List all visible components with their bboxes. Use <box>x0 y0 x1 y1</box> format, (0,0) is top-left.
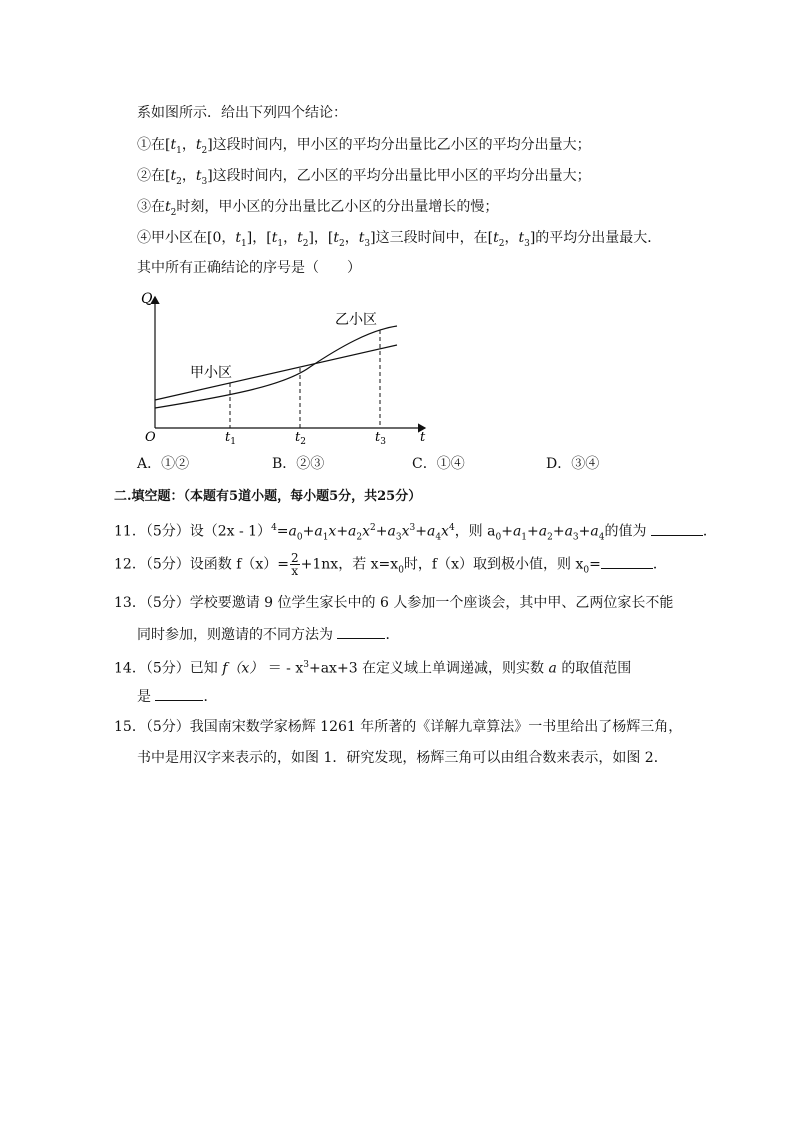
question-prompt: 其中所有正确结论的序号是（ ） <box>137 260 361 276</box>
option-a: A．①② <box>137 456 190 472</box>
question-15-line1: 15．（5分）我国南宋数学家杨辉 1261 年所著的《详解九章算法》一书里给出了杨辉三角， <box>114 719 683 735</box>
question-12: 12．（5分）设函数 f（x）= $\frac{2}{x}$ +1nx，若 $x=x_0$时，f（x）取到极小值，则 $x_0=$ ． <box>114 551 667 578</box>
question-13-line2: 同时参加，则邀请的不同方法为 ． <box>137 624 399 645</box>
conclusion-1: ①在[$t_1$，$t_2$]这段时间内，甲小区的平均分出量比乙小区的平均分出量大； <box>137 137 591 156</box>
x-axis-label: t <box>420 430 426 445</box>
question-14-line2: 是 ． <box>137 686 217 707</box>
answer-blank-13[interactable] <box>337 624 385 639</box>
question-13-line1: 13．（5分）学校要邀请 9 位学生家长中的 6 人参加一个座谈会，其中甲、乙两位家长不能 <box>114 595 674 611</box>
tick-label-t1: $t_1$ <box>225 430 236 445</box>
curve-jia-label: 甲小区 <box>190 365 232 381</box>
tick-label-t3: $t_3$ <box>375 430 386 445</box>
question-11: 11．（5分）设$(2x - 1)^4=a_0+a_1x+a_2x^2+a_3x^3+a_4x^4$，则 $a_0+a_1+a_2+a_3+a_4$的值为 ． <box>114 518 717 547</box>
section-heading: 二.填空题：（本题有5道小题，每小题5分，共25分） <box>114 489 422 504</box>
q-t-graph <box>135 285 435 445</box>
conclusion-4: ④甲小区在[0，$t_1$]，[$t_1$，$t_2$]，[$t_2$，$t_3$]这三段时间中，在[$t_2$，$t_3$]的平均分出量最大． <box>137 230 662 249</box>
answer-blank-12[interactable] <box>601 554 653 569</box>
option-d: D．③④ <box>546 456 600 472</box>
conclusion-3: ③在$t_2$时刻，甲小区的分出量比乙小区的分出量增长的慢； <box>137 199 499 218</box>
fraction-2-over-x: $\frac{2}{x}$ <box>291 551 299 578</box>
origin-label: O <box>145 430 156 445</box>
question-14-line1: 14．（5分）已知 f（x） ＝ - $x^3+ax+3$ 在定义域上单调递减，则实数 a 的取值范围 <box>114 660 632 677</box>
curve-yi-label: 乙小区 <box>335 312 377 328</box>
option-b: B．②③ <box>272 456 325 472</box>
conclusion-2: ②在[$t_2$，$t_3$]这段时间内，乙小区的平均分出量比甲小区的平均分出量大； <box>137 168 591 187</box>
answer-blank-11[interactable] <box>651 521 703 536</box>
intro-text: 系如图所示．给出下列四个结论： <box>137 105 347 121</box>
answer-blank-14[interactable] <box>155 686 203 701</box>
option-c: C．①④ <box>412 456 465 472</box>
y-axis-label: Q <box>141 291 153 307</box>
question-15-line2: 书中是用汉字来表示的，如图 1．研究发现，杨辉三角可以由组合数来表示，如图 2． <box>137 750 668 766</box>
tick-label-t2: $t_2$ <box>295 430 306 445</box>
